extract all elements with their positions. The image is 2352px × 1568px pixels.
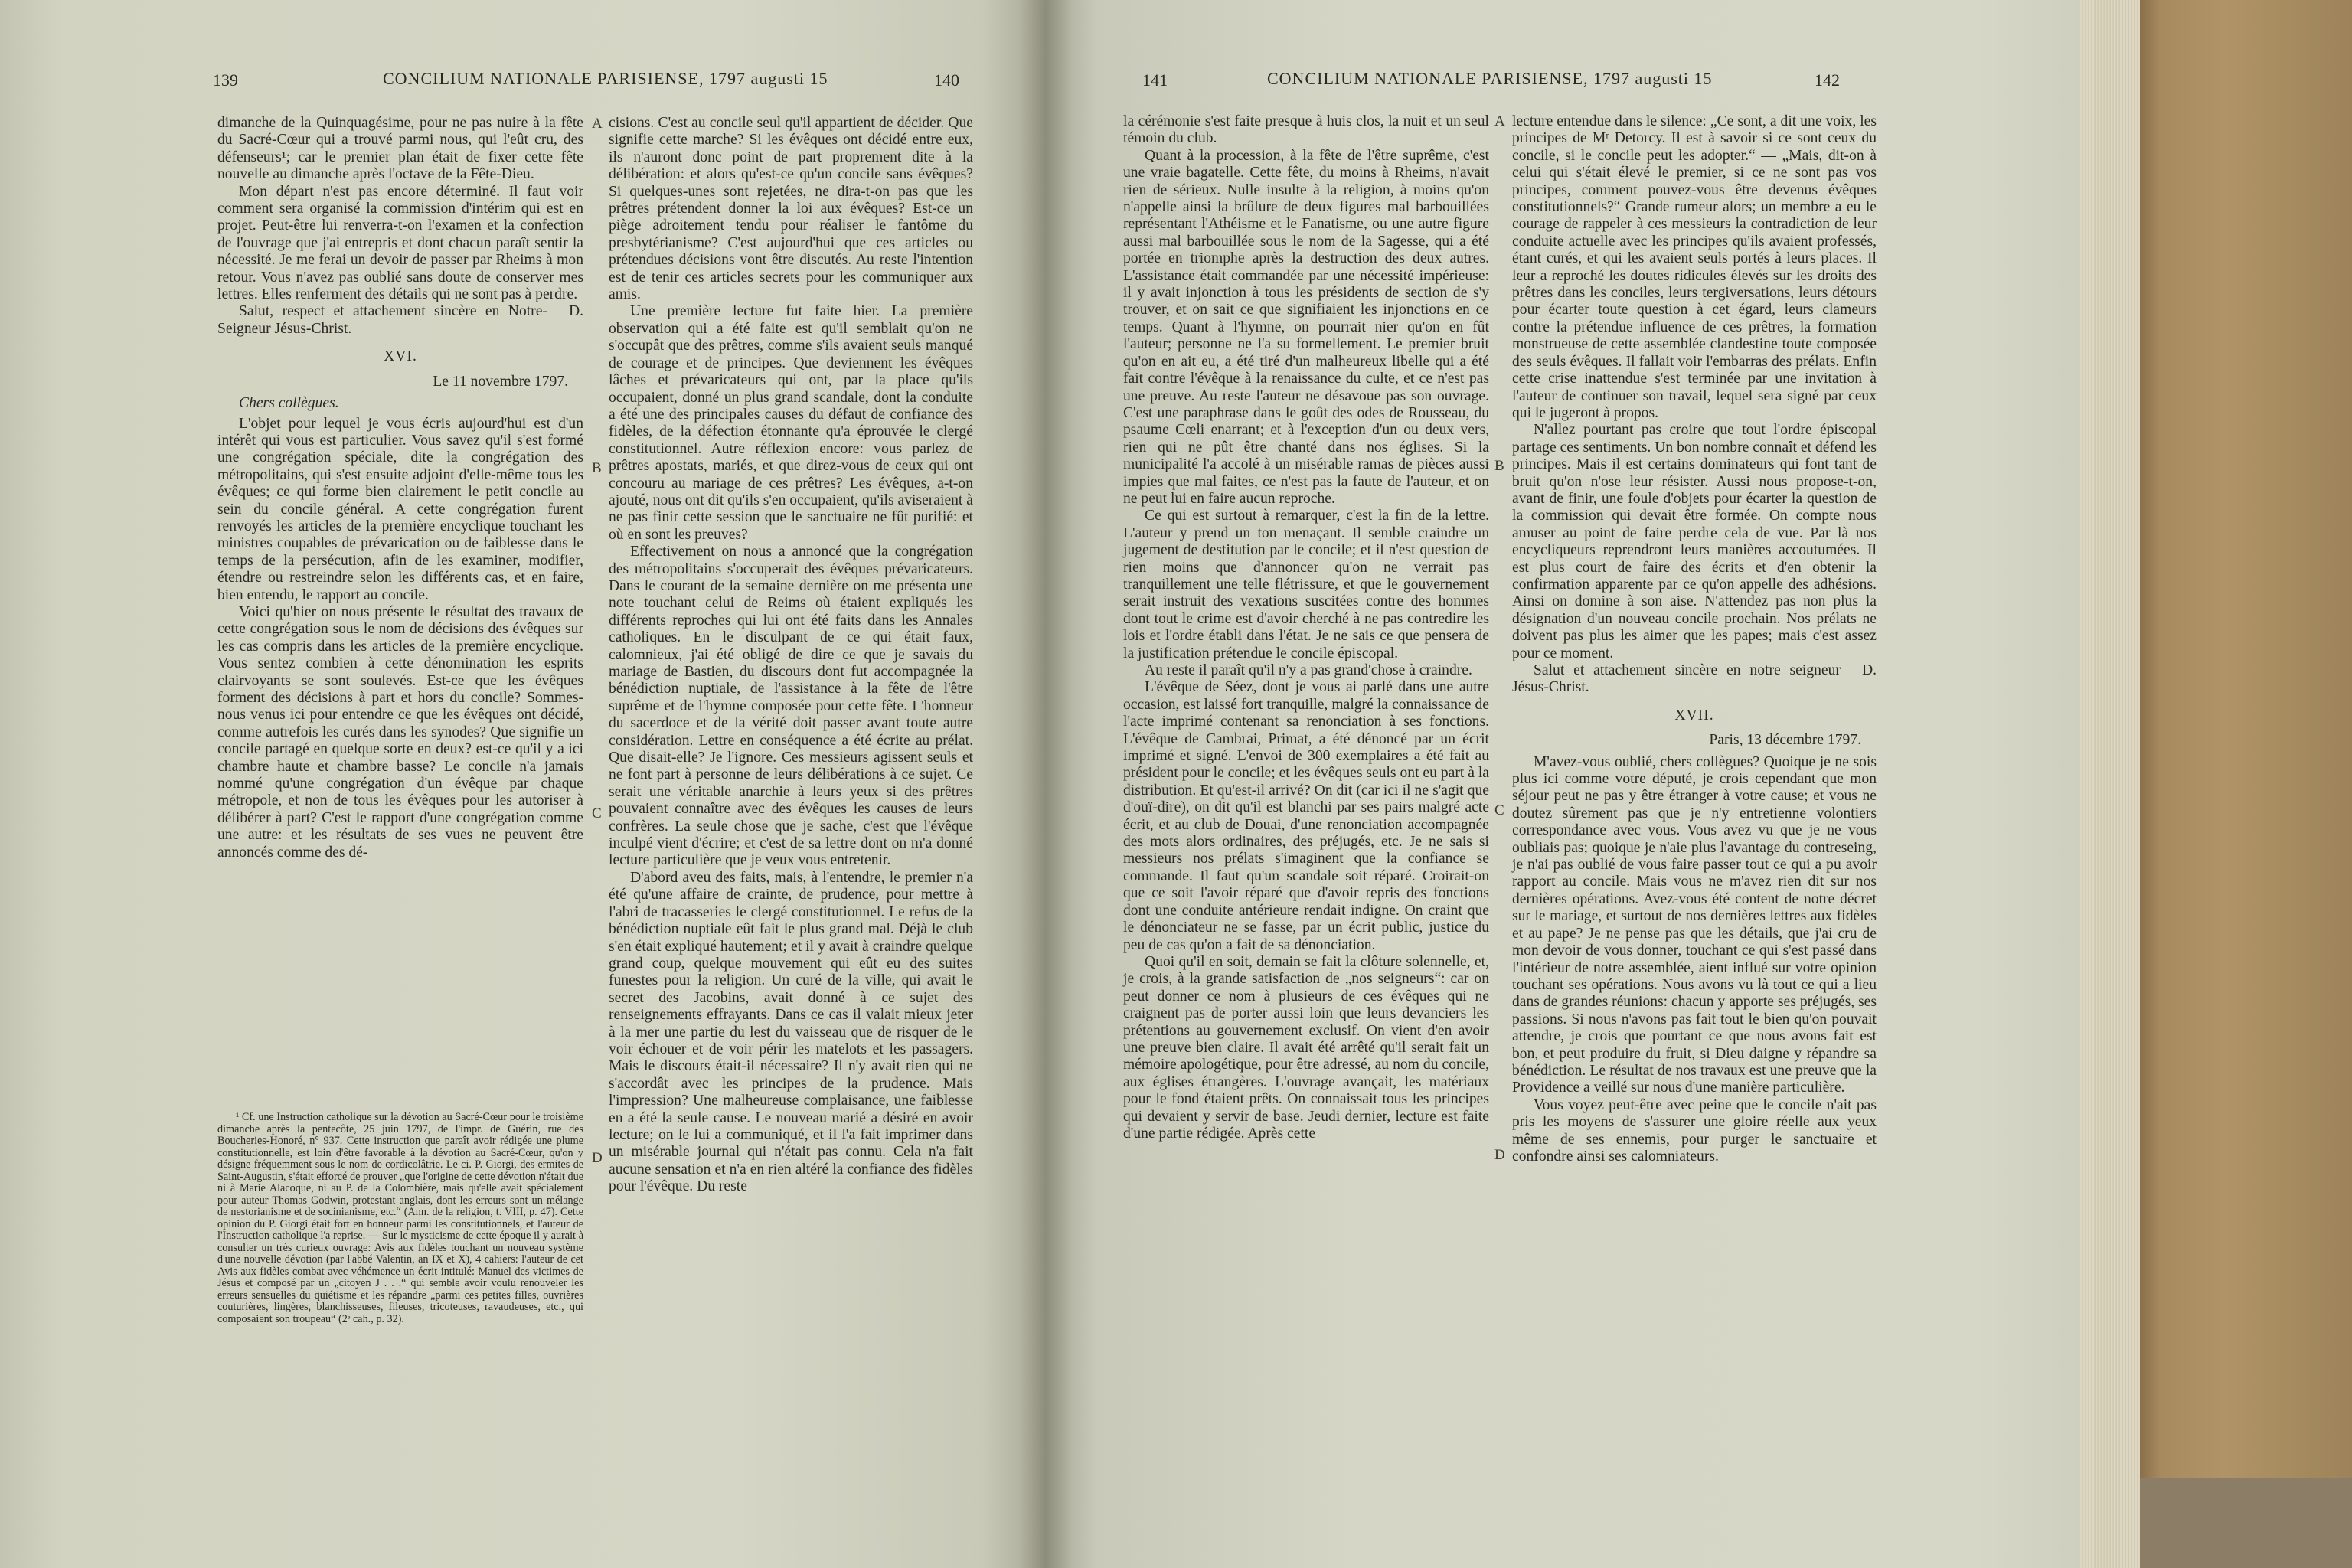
paragraph: Quant à la procession, à la fête de l'être suprême, c'est une vraie bagatelle. Cette fête, du moins à Rheims, n'avait rien de sérieux. Nulle insulte à la religion, à moins qu'on n'appelle ainsi la brûlure de deux figures mal barbouillées représentant l'Athéisme et le Fanatisme, ou une autre figure aussi mal barbouillée sous le nom de la Sagesse, qui a été portée en triomphe après la destruction des deux autres. L'assistance était commandée par une nécessité impérieuse: il y avait injonction à tous les présidents de section de s'y trouver, et on sait ce que signifiaient les injonctions en ce temps. Quant à l'hymne, on pourrait nier qu'on en fût l'auteur; personne ne l'a su formellement. Le premier bruit qu'on en ait eu, a été tiré d'un malheureux libelle qui a été fait contre l'évêque à la renaissance du culte, et ce n'est pas une preuve. Au reste l'auteur ne désavoue pas son ouvrage. C'est une paraphrase dans le goût des odes de Rousseau, du psaume Cœli enarrant; et à l'exception d'un ou deux vers, rien qui ne pût être chanté dans nos églises. Si la municipalité l'a accolé à un misérable ramas de pièces aussi impies que mal faites, ce n'est pas la faute de l'auteur, et on ne peut lui en faire aucun reproche.	[1123, 147, 1489, 507]
closing-text: Salut, respect et attachement sincère en Notre-Seigneur Jésus-Christ.	[217, 303, 547, 337]
paragraph: D'abord aveu des faits, mais, à l'entendre, le premier n'a été qu'une affaire de crainte, de prudence, pour mettre à l'abri de tracasseries le clergé constitutionnel. Le refus de la bénédiction nuptiale eût fait le plus grand mal. Déjà le club s'en était expliqué hautement; et il y avait à craindre quelque grand coup, quelque mouvement qui eût eu des suites funestes pour la religion. Un curé de la ville, qui avait le secret des Jacobins, avait donné à ce sujet des renseignements effrayants. Dans ce cas il valait mieux jeter à la mer une partie du lest du vaisseau que de risquer de le voir échouer et de voir périr les matelots et les passagers. Mais le discours était-il nécessaire? Il n'y avait rien qui ne s'accordât avec les principes de la prudence. Mais l'impression? Une malheureuse complaisance, une faiblesse en a été la seule cause. Le nouveau marié a désiré en avoir lecture; on le lui a communiqué, et il l'a fait imprimer dans un misérable journal qui n'était pas connu. Cela n'a fait aucune sensation et n'a en rien altéré la confiance des fidèles pour l'évêque. Du reste	[609, 869, 973, 1195]
paragraph: Mon départ n'est pas encore déterminé. Il faut voir comment sera organisé la commission d'intérim qui est en projet. Peut-être lui renverra-t-on l'examen et la confection de l'ouvrage que j'ai entrepris et dont chacun paraît sentir la nécessité. Je me ferai un devoir de passer par Rheims à mon retour. Vous n'avez pas oublié sans doute de conserver mes lettres. Elles renferment des détails qui ne sont pas à perdre.	[217, 183, 583, 303]
paragraph: Quoi qu'il en soit, demain se fait la clôture solennelle, et, je crois, à la grande satisfaction de „nos seigneurs“: car on peut donner ce nom à plusieurs de ces évêques qui ne craignent pas de porter aussi loin que leurs devanciers les prétentions au gouvernement exclusif. On vient d'en avoir une preuve bien claire. Il avait été arrêté qu'il serait fait un mémoire apologétique, pour être adressé, au nom du concile, aux églises étrangères. L'ouvrage avançait, les matériaux pour le fond étaient prêts. On connaissait tous les principes qui devaient y servir de base. Jeudi dernier, lecture est faite d'une partie rédigée. Après cette	[1123, 953, 1489, 1142]
margin-marker-b: B	[1494, 458, 1504, 474]
paragraph: dimanche de la Quinquagésime, pour ne pas nuire à la fête du Sacré-Cœur qui a trouvé parmi nous, qui l'eût cru, des défenseurs¹; car le premier plan était de fixer cette fête nouvelle au dimanche après l'octave de la Fête-Dieu.	[217, 115, 583, 183]
paragraph: Effectivement on nous a annoncé que la congrégation des métropolitains s'occuperait des évêques prévaricateurs. Dans le courant de la semaine dernière on me présenta une note touchant celui de Reims où étaient expliqués les différents reproches qui lui ont été faits dans les Annales catholiques. En le disculpant de ce qui était faux, calomnieux, j'ai été obligé de dire ce que je savais du mariage de Bastien, du discours dont fut accompagnée la bénédiction nuptiale, de l'assistance à la fête de l'être suprême et de l'hymne composée pour cette fête. L'honneur du sacerdoce et de la vérité doit passer avant toute autre considération. Lettre en conséquence a été écrite au prélat. Que disait-elle? Je l'ignore. Ces messieurs agissent seuls et ne font part à personne de leurs délibérations à ce sujet. Ce serait une véritable anarchie à leurs yeux si des prêtres pouvaient connaître avec des évêques les causes de leurs confrères. La seule chose que je sache, c'est que l'évêque inculpé vient d'écrire; et c'est de sa lettre dont on m'a donné lecture particulière que je veux vous entretenir.	[609, 544, 973, 869]
letter-date: Le 11 novembre 1797.	[433, 373, 568, 390]
salutation: Chers collègues.	[239, 395, 339, 412]
closing-text: Salut et attachement sincère en notre seigneur Jésus-Christ.	[1512, 662, 1841, 696]
paragraph: Une première lecture fut faite hier. La première observation qui a été faite est qu'il semblait qu'on ne s'occupât que des prêtres, comme s'ils avaient seuls manqué de courage et de principes. Que deviennent les évêques lâches et prévaricateurs qui ont, par la place qu'ils occupaient, donné un plus grand scandale, dont la conduite a été une des principales causes du défaut de confiance des fidèles, de la défection étonnante qu'a éprouvée le clergé constitutionnel. Autre réflexion encore: vous parlez de prêtres apostats, mariés, et que direz-vous de ceux qui ont concouru au mariage de ces prêtres? Les évêques, a-t-on ajouté, nous ont dit qu'ils s'en occupaient, qu'ils aviseraient à ne pas finir cette session que le sanctuaire ne fût purifié: et où en sont les preuves?	[609, 303, 973, 543]
margin-marker-d: D	[592, 1150, 603, 1166]
page-stack-edge	[2080, 0, 2140, 1568]
section-heading-xvi: XVI.	[384, 348, 417, 365]
left-page-column-2	[609, 115, 973, 1196]
paragraph: cisions. C'est au concile seul qu'il appartient de décider. Que signifie cette marche? Si les évêques ont décidé entre eux, ils n'auront donc point de part proprement dite à la délibération: et alors qu'est-ce qu'un concile sans évêques? Si quelques-unes sont rejetées, ne dira-t-on pas que les prêtres prétendent donner la loi aux évêques? Est-ce un piège adroitement tendu pour réaliser le fantôme du presbytérianisme? C'est aujourd'hui que ces articles ou prétendues décisions vont être discutés. Au reste l'intention est de tenir ces articles secrets pour les communiquer aux amis.	[609, 115, 973, 303]
section-heading-xvii: XVII.	[1674, 707, 1714, 724]
letter-date: Paris, 13 décembre 1797.	[1709, 732, 1861, 749]
paragraph: lecture entendue dans le silence: „Ce sont, a dit une voix, les principes de Mʳ Detorcy. Il est à savoir si ce sont ceux du concile, si le concile peut les adopter.“ — „Mais, dit-on à celui qui s'était élevé le premier, si ce ne sont pas vos principes, comment pouvez-vous être devenus évêques constitutionnels?“ Grande rumeur alors; un membre a eu le courage de rappeler à ces messieurs la contradiction de leur conduite actuelle avec les principes qu'ils avaient professés, étant curés, et qui les avaient seuls portés à leurs places. Il leur a reproché les doutes ridicules élevés sur les droits des prêtres dans les conciles, leurs tergiversations, leurs détours pour écarter toute question à cet égard, leurs clameurs contre la prétendue influence de ces prêtres, la formation monstrueuse de cette assemblée clandestine toute composée des seuls évêques. Il fallait voir l'embarras des prélats. Enfin cette crise inattendue s'est terminée par une invitation à l'auteur de continuer son travail, lequel sera signé par ceux qui le jugeront à propos.	[1512, 113, 1877, 421]
closing-line	[217, 303, 583, 338]
margin-marker-c: C	[1494, 802, 1504, 818]
background-surface	[2140, 1478, 2352, 1568]
page-number-140: 140	[934, 70, 959, 90]
right-page-column-2	[1512, 113, 1877, 1165]
margin-marker-a: A	[1494, 113, 1505, 129]
paragraph: M'avez-vous oublié, chers collègues? Quoique je ne sois plus ici comme votre député, je crois cependant que mon séjour peut ne pas y être étranger à votre cause; et vous ne doutez sûrement pas que je n'y entretienne volontiers correspondance avec vous. Vous avez vu que je ne vous oubliais pas; quoique je n'aie plus l'avantage du contreseing, je n'ai pas oublié de vous faire passer tout ce qui a pu avoir rapport au concile. Mais vous ne m'avez rien dit sur nos dernières opérations. Avez-vous été content de notre décret sur le mariage, et surtout de nos dernières lettres aux fidèles et au pape? Je ne pense pas que les détails, que j'ai cru de mon devoir de vous donner, touchant ce qui s'est passé dans l'intérieur de notre assemblée, aient influé sur votre opinion touchant ses opérations. Nous avons vu là tout ce qui a lieu dans de grandes réunions: chacun y apporte ses préjugés, ses passions. Si nous n'avons pas fait tout le bien qu'on pouvait attendre, je crois que pourtant ce que nous avons fait est bon, et peut produire du fruit, si Dieu daigne y répandre sa bénédiction. Le résultat de nos travaux est une preuve que la Providence a veillé sur nous d'une manière particulière.	[1512, 753, 1877, 1096]
right-page	[1045, 0, 2080, 1568]
signature: D.	[568, 303, 583, 320]
paragraph: N'allez pourtant pas croire que tout l'ordre épiscopal partage ces sentiments. Un bon nombre connaît et défend les principes. Mais il est certains dominateurs qui font tant de bruit qu'on n'ose leur résister. Aussi nous propose-t-on, avant de finir, une foule d'objets pour écarter la question de la commission qui devait être formée. On compte nous amuser au point de faire perdre cela de vue. Par là nos encycliqueurs reprendront leurs manières accoutumées. Il est plus court de faire des écrits et d'en obtenir la confirmation apparente par ce qu'on appelle des adhésions. Ainsi on domine à son aise. N'attendez pas non plus la désignation d'un nouveau concile prochain. Nos prélats ne doivent pas plus les aimer que les papes; mais c'est assez pour ce moment.	[1512, 422, 1877, 662]
left-page	[0, 0, 1045, 1568]
book-edge	[2080, 0, 2352, 1568]
margin-marker-d: D	[1494, 1147, 1505, 1163]
paragraph: L'objet pour lequel je vous écris aujourd'hui est d'un intérêt qui vous est particulier. Vous savez qu'il s'est formé une congrégation spéciale, dite la congrégation des métropolitains, qui s'est ensuite adjoint d'elle-même tous les évêques; ce qui forme bien clairement le petit concile au sein du concile général. A cette congrégation furent renvoyés les articles de la première encyclique touchant les ministres coupables de prévarication ou de faiblesse dans le temps de la persécution, afin de les examiner, modifier, étendre ou restreindre selon les différents cas, et en faire, bien entendu, le rapport au concile.	[217, 415, 583, 603]
margin-marker-b: B	[592, 460, 602, 476]
footnote	[217, 1112, 583, 1325]
margin-marker-c: C	[592, 805, 602, 822]
closing-line	[1512, 662, 1877, 697]
right-page-column-1	[1123, 113, 1489, 1142]
signature: D.	[1861, 662, 1877, 678]
book-cover	[2140, 0, 2352, 1568]
margin-marker-a: A	[592, 116, 603, 132]
left-page-column-1	[217, 115, 583, 861]
page-number-139: 139	[213, 70, 238, 90]
paragraph: Ce qui est surtout à remarquer, c'est la fin de la lettre. L'auteur y prend un ton menaçant. Il semble craindre un jugement de destitution par le concile; et il n'est question de rien moins que d'annoncer qu'on ne verrait pas tranquillement une telle flétrissure, et que le gouvernement serait instruit des vexations suscitées contre des hommes dont tout le crime est d'avoir cherché à ne pas contredire les lois et l'ordre établi dans l'état. Je ne sais ce que pensera de la justification prétendue le concile épiscopal.	[1123, 508, 1489, 662]
paragraph: L'évêque de Séez, dont je vous ai parlé dans une autre occasion, est laissé fort tranquille, malgré la connaissance de l'acte imprimé contenant sa renonciation à ses fonctions. L'évêque de Cambrai, Primat, a été dénoncé par un écrit imprimé et signé. L'envoi de 300 exemplaires a été fait au président pour le concile; et les évêques seuls ont eu part à la distribution. Et qu'est-il arrivé? On dit (car ici il ne s'agit que d'ouï-dire), on dit qu'il est blanchi par ses pairs malgré acte écrit, et au club de Douai, d'une renonciation accompagnée des mots alors ordinaires, des préjugés, etc. Je ne sais si messieurs nos prélats s'imaginent que la confiance se commande. Il faut qu'un scandale soit réparé. Croirait-on que ce soit l'avoir réparé que d'avoir repris des fonctions dont une conduite antérieure rendait indigne. On craint que le dénonciateur ne se fasse, par un écrit public, justice du peu de cas qu'on a fait de sa dénonciation.	[1123, 679, 1489, 953]
book-gutter	[1018, 0, 1072, 1568]
paragraph: la cérémonie s'est faite presque à huis clos, la nuit et un seul témoin du club.	[1123, 113, 1489, 147]
footnote-rule	[217, 1102, 371, 1103]
paragraph: Au reste il paraît qu'il n'y a pas grand'chose à craindre.	[1145, 662, 1472, 678]
paragraph: Vous voyez peut-être avec peine que le concile n'ait pas pris les moyens de s'assurer une gloire réelle aux yeux même de ses ennemis, pour purger le sanctuaire et confondre ainsi ses calomniateurs.	[1512, 1096, 1877, 1165]
paragraph: Voici qu'hier on nous présente le résultat des travaux de cette congrégation sous le nom de décisions des évêques sur les cas compris dans les articles de la première encyclique. Vous sentez combien à cette dénomination les esprits clairvoyants se sont soulevés. Est-ce que les évêques forment des décisions à part et hors du concile? Sommes-nous venus ici pour entendre ce que les évêques ont décidé, comme autrefois les curés dans les synodes? Que signifie un concile partagé en quelque sorte en deux? est-ce qu'il y a ici chambre haute et chambre basse? Le concile n'a jamais nommé qu'une congrégation d'un évêque par chaque métropole, et non de tous les évêques pour les autoriser à délibérer à part? C'est le rapport d'une congrégation comme une autre: et les résultats de ses vues ne peuvent être annoncés comme des dé-	[217, 603, 583, 861]
running-title-left: CONCILIUM NATIONALE PARISIENSE, 1797 augusti 15	[383, 69, 828, 88]
page-number-141: 141	[1142, 70, 1168, 90]
running-title-right: CONCILIUM NATIONALE PARISIENSE, 1797 augusti 15	[1267, 69, 1713, 88]
footnote-text: ¹ Cf. une Instruction catholique sur la dévotion au Sacré-Cœur pour le troisième dimanche après la pentecôte, 25 juin 1797, de l'impr. de Guérin, rue des Boucheries-Honoré, n° 937. Cette instruction que paraît avoir rédigée une plume constitutionnelle, est loin d'être favorable à la dévotion au Sacré-Cœur, qu'on y désigne fréquemment sous le nom de cordicolâtrie. Le ci. P. Giorgi, des ermites de Saint-Augustin, s'était efforcé de prouver „que l'origine de cette dévotion n'était due ni à Marie Alacoque, ni au P. de la Colombière, mais qu'elle avait spécialement pour auteur Thomas Godwin, protestant anglais, dont les erreurs sont un mélange de nestorianisme et de socinianisme, etc.“ (Ann. de la religion, t. VIII, p. 47). Cette opinion du P. Giorgi était fort en honneur parmi les constitutionnels, et l'auteur de l'Instruction catholique l'a reprise. — Sur le mysticisme de cette époque il y aurait à consulter un très curieux ouvrage: Avis aux fidèles touchant un nouveau système d'une nouvelle dévotion (par l'abbé Valentin, an IX et X), 4 cahiers: l'auteur de cet Avis aux fidèles combat avec véhémence un écrit intitulé: Manuel des victimes de Jésus et composé par un „citoyen J . . .“ qui semble avoir voulu renouveler les erreurs sensuelles du quiétisme et les répandre „parmi ces petites filles, ouvrières couturières, lingères, blanchisseuses, fileuses, tricoteuses, ravaudeuses, etc., qui composaient son troupeau“ (2ᵉ cah., p. 32).	[217, 1111, 583, 1325]
page-number-142: 142	[1815, 70, 1840, 90]
